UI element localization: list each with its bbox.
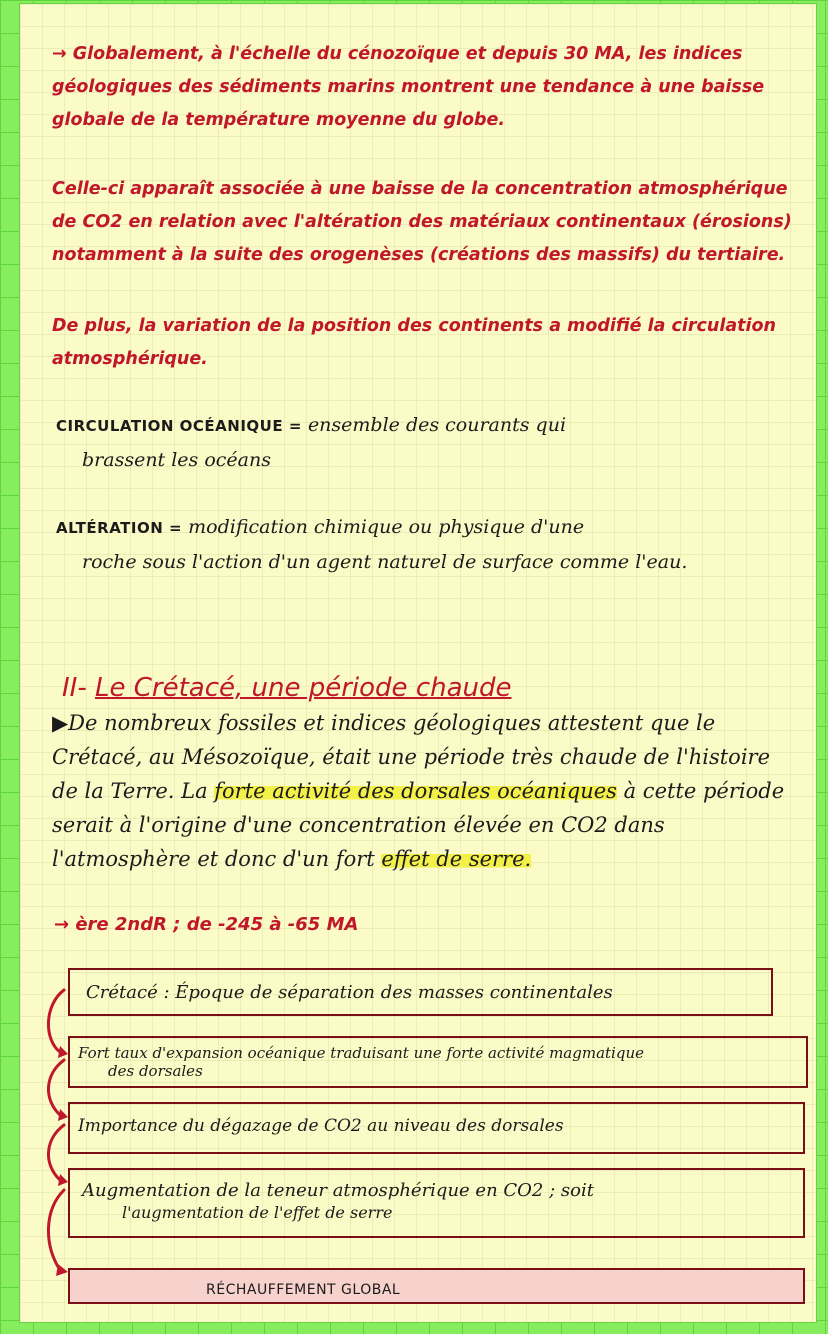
arrow-prefix: → bbox=[52, 44, 73, 64]
flow-box-rechauffement bbox=[68, 1268, 805, 1304]
section-title bbox=[62, 673, 512, 703]
paragraph-1-text: Globalement, à l'échelle du cénozoïque et depuis 30 MA, les indices géologiques des sédiments marins montrent une tendance à une baisse globale de la température moyenne du globe. bbox=[52, 44, 765, 130]
definition-text: ensemble des courants qui bbox=[307, 414, 567, 436]
paragraph-cenozoic bbox=[52, 38, 792, 137]
box-text: RÉCHAUFFEMENT GLOBAL bbox=[206, 1282, 401, 1298]
arrow-2 bbox=[48, 1060, 64, 1115]
arrow-head-2 bbox=[58, 1109, 68, 1121]
era-line: → ère 2ndR ; de -245 à -65 MA bbox=[54, 914, 359, 935]
flow-box-degazage bbox=[68, 1102, 805, 1154]
intro-text: ▶De nombreux fossiles et indices géologiques attestent que le Crétacé, au Mésozoïque, était une période très chaude de l'histoire de la Terre. La bbox=[52, 711, 771, 803]
box-subtext: des dorsales bbox=[108, 1062, 203, 1080]
highlight-effet-de-serre: effet de serre. bbox=[381, 847, 532, 871]
flow-box-augmentation bbox=[68, 1168, 805, 1238]
box-text: Fort taux d'expansion océanique traduisant une forte activité magmatique bbox=[78, 1044, 644, 1062]
paragraph-co2 bbox=[52, 173, 792, 272]
box-subtext: l'augmentation de l'effet de serre bbox=[122, 1203, 393, 1222]
arrow-1 bbox=[48, 990, 64, 1052]
arrow-3 bbox=[48, 1125, 64, 1180]
arrow-head-1 bbox=[58, 1046, 68, 1058]
box-text: Augmentation de la teneur atmosphérique en CO2 ; soit bbox=[82, 1180, 594, 1201]
definition-text: modification chimique ou physique d'une bbox=[188, 516, 585, 538]
flow-box-cretace bbox=[68, 968, 773, 1016]
definition-alteration bbox=[56, 510, 786, 579]
definition-continuation: roche sous l'action d'un agent naturel de surface comme l'eau. bbox=[82, 551, 688, 573]
arrow-head-3 bbox=[58, 1174, 68, 1186]
section-number: II- bbox=[62, 673, 87, 703]
paragraph-continents bbox=[52, 310, 792, 376]
box-text: Crétacé : Époque de séparation des masses continentales bbox=[86, 982, 613, 1003]
box-text: Importance du dégazage de CO2 au niveau des dorsales bbox=[78, 1116, 564, 1136]
arrow-4 bbox=[48, 1190, 64, 1270]
definition-term: ALTÉRATION = bbox=[56, 519, 183, 537]
arrow-head-4 bbox=[56, 1264, 68, 1276]
section-title-text: Le Crétacé, une période chaude bbox=[94, 673, 512, 703]
definition-term: CIRCULATION OCÉANIQUE = bbox=[56, 417, 302, 435]
highlight-dorsales: forte activité des dorsales océaniques bbox=[214, 779, 617, 803]
flow-box-expansion bbox=[68, 1036, 808, 1088]
paragraph-2-text: Celle-ci apparaît associée à une baisse de la concentration atmosphérique de CO2 en relation avec l'altération des matériaux continentaux (érosions) notamment à la suite des orogenèses (créations des massifs) du tertiaire. bbox=[52, 179, 792, 265]
definition-circulation bbox=[56, 408, 786, 477]
paragraph-3-text: De plus, la variation de la position des continents a modifié la circulation atmosphérique. bbox=[52, 316, 777, 369]
definition-continuation: brassent les océans bbox=[82, 449, 271, 471]
mid-text: à cette période serait à l'origine d'une concentration élevée en CO2 dans l'atmosphère et donc d'un fort bbox=[52, 779, 785, 871]
cretaceous-paragraph bbox=[52, 706, 792, 876]
